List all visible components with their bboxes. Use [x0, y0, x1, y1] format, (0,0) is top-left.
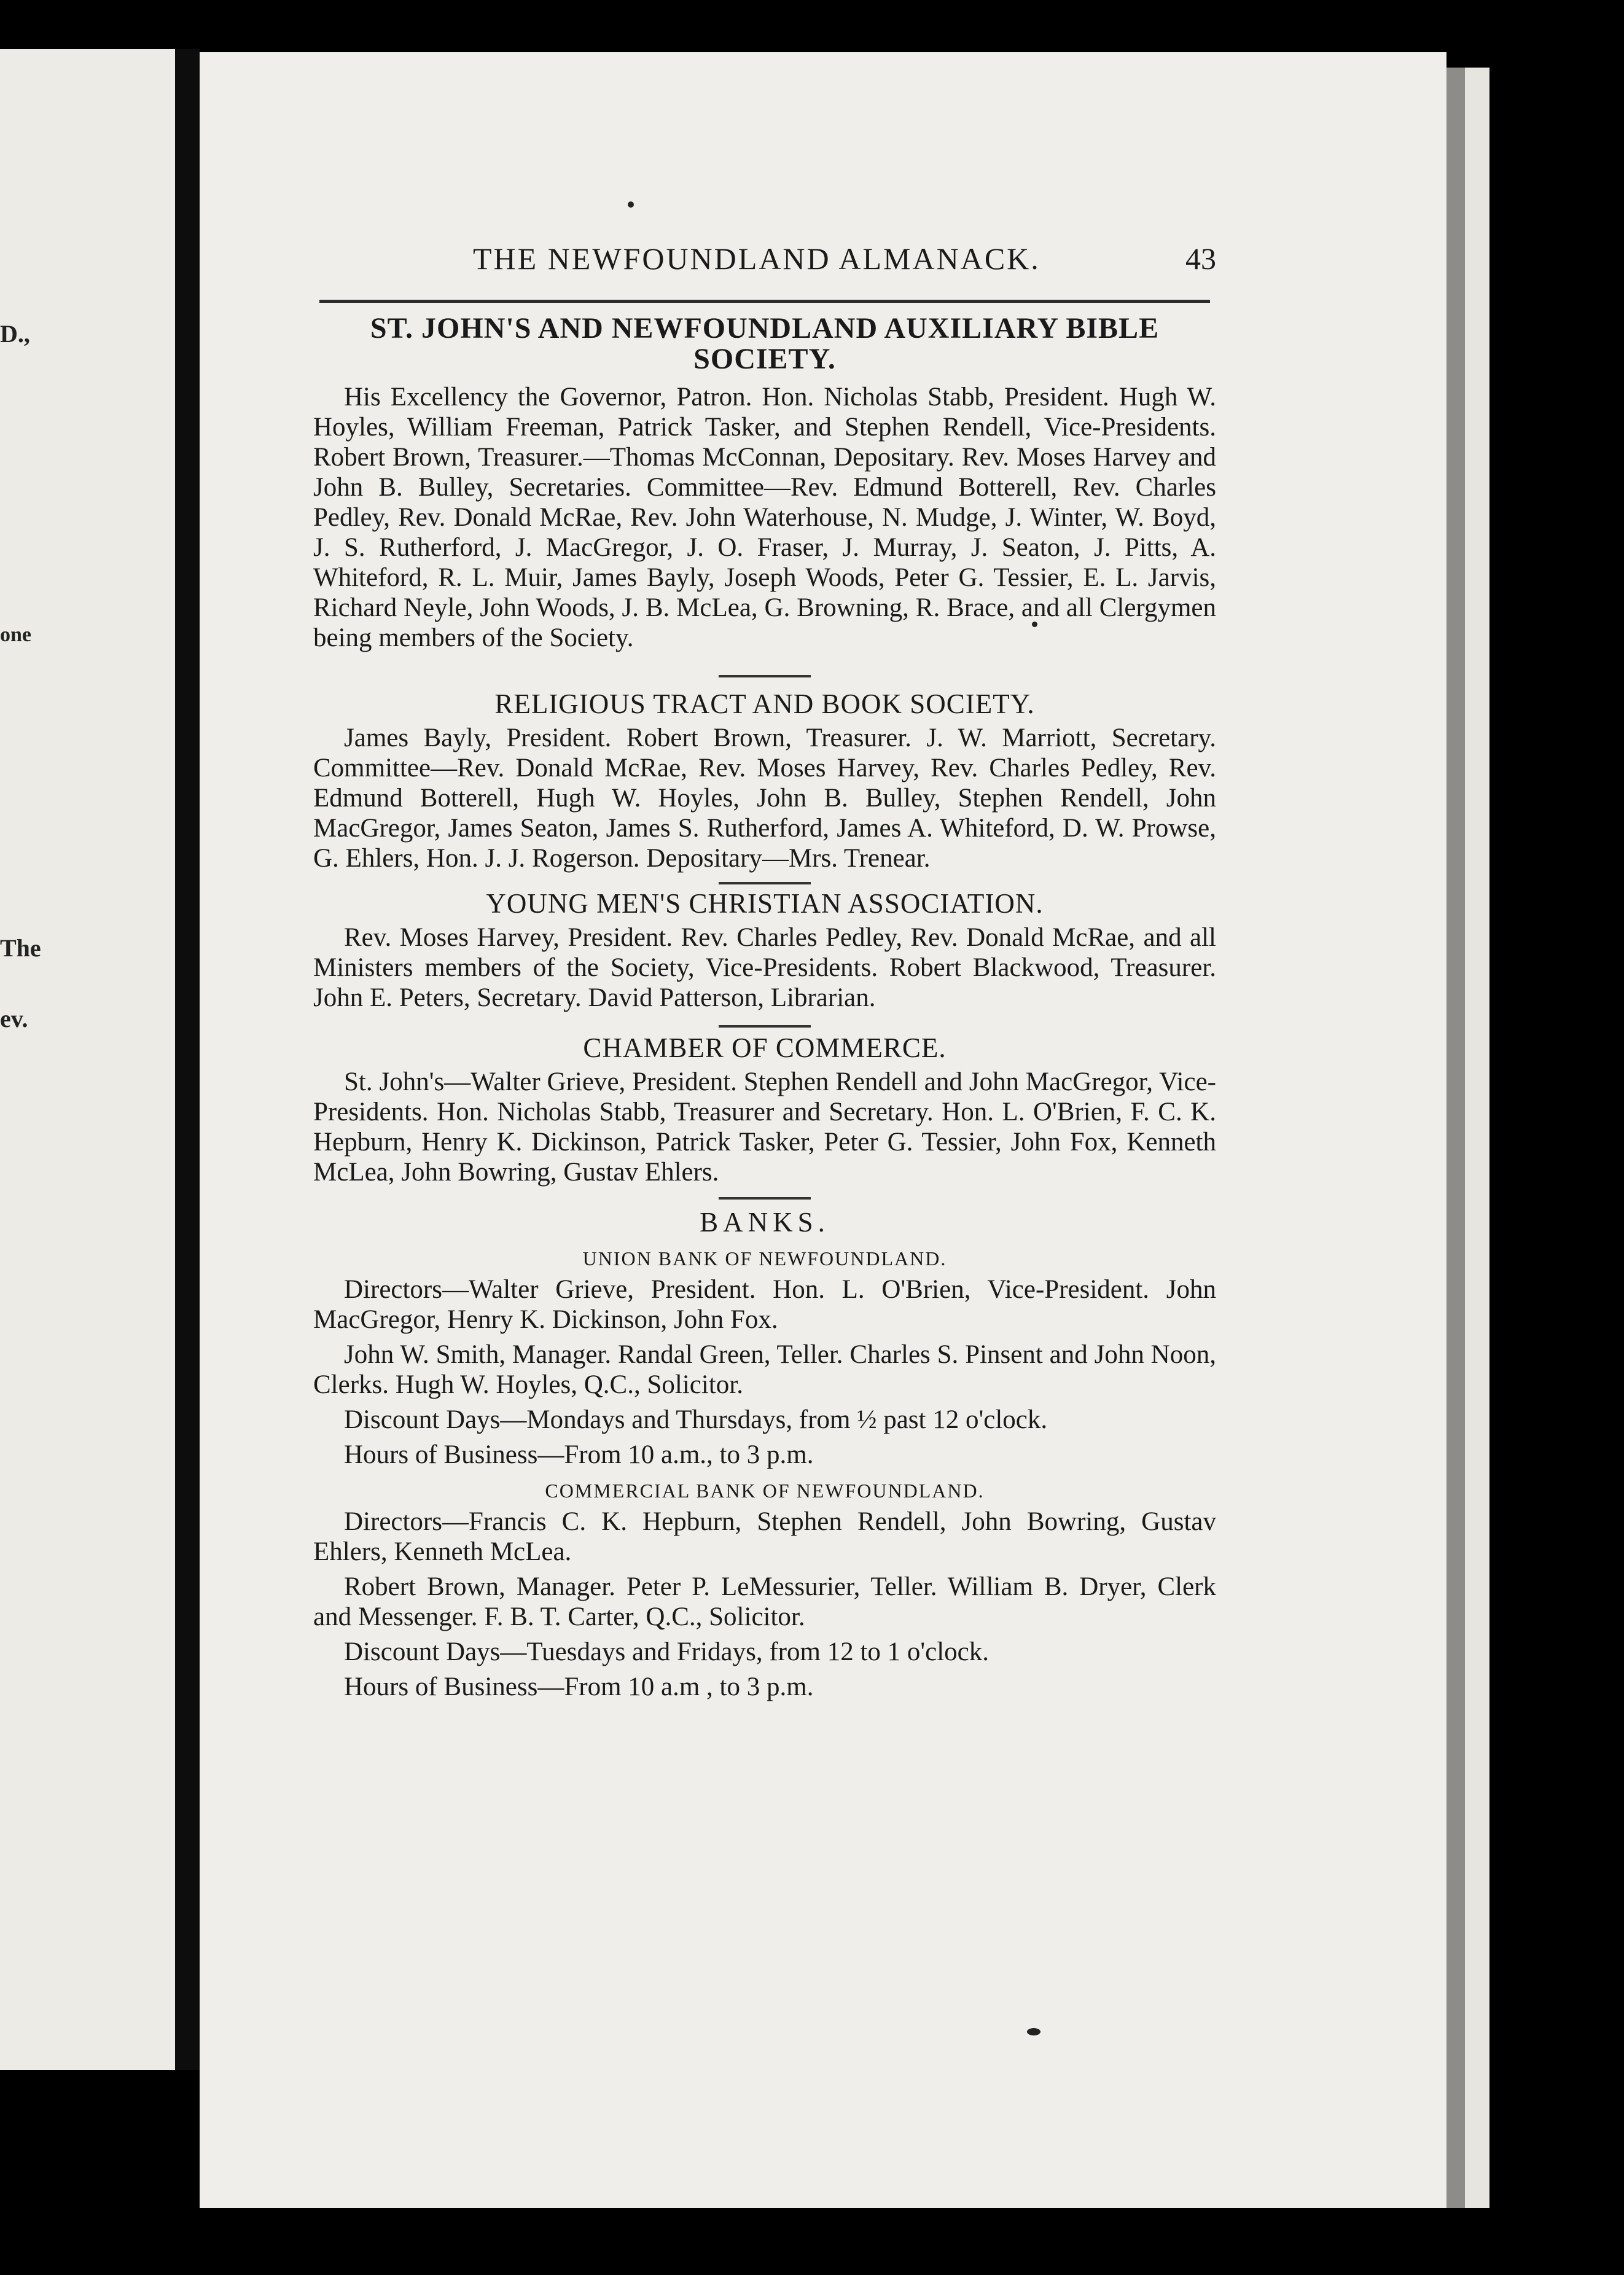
- bible-society-section: [313, 313, 1216, 653]
- bank-hours: Hours of Business—From 10 a.m , to 3 p.m.: [344, 1672, 814, 1701]
- bank-heading: COMMERCIAL BANK OF NEWFOUNDLAND.: [545, 1480, 985, 1502]
- tract-society-section: [313, 687, 1216, 873]
- bank-heading: UNION BANK OF NEWFOUNDLAND.: [582, 1247, 947, 1270]
- section-divider: [719, 1197, 811, 1200]
- chamber-of-commerce-section: [313, 1031, 1216, 1187]
- binding-gutter: [175, 49, 200, 2070]
- section-text: His Excellency the Governor, Patron. Hon. Nicholas Stabb, President. Hugh W. Hoyles, William Freeman, Patrick Tasker, and Stephen Rendell, Vice-Presidents. Robert Brown, Treasurer.—Thomas McConnan, Depositary. Rev. Moses Harvey and John B. Bulley, Secretaries. Committee—Rev. Edmund Botterell, Rev. Charles Pedley, Rev. Donald McRae, Rev. John Waterhouse, N. Mudge, J. Winter, W. Boyd, J. S. Rutherford, J. MacGregor, J. O. Fraser, J. Murray, J. Seaton, J. Pitts, A. Whiteford, R. L. Muir, James Bayly, Joseph Woods, Peter G. Tessier, E. L. Jarvis, Richard Neyle, John Woods, J. B. McLea, G. Browning, R. Brace, and all Clergymen being members of the Society.: [313, 383, 1216, 652]
- page-number: 43: [1185, 241, 1216, 276]
- section-heading: ST. JOHN'S AND NEWFOUNDLAND AUXILIARY BIBLE SOCIETY.: [370, 312, 1160, 375]
- bank-staff: Robert Brown, Manager. Peter P. LeMessurier, Teller. William B. Dryer, Clerk and Messenger. F. B. T. Carter, Q.C., Solicitor.: [313, 1572, 1216, 1631]
- section-text: Rev. Moses Harvey, President. Rev. Charles Pedley, Rev. Donald McRae, and all Ministers members of the Society, Vice-Presidents. Robert Blackwood, Treasurer. John E. Peters, Secretary. David Patterson, Librarian.: [313, 923, 1216, 1012]
- section-heading: CHAMBER OF COMMERCE.: [583, 1032, 947, 1063]
- bank-directors: Directors—Francis C. K. Hepburn, Stephen Rendell, John Bowring, Gustav Ehlers, Kenneth McLea.: [313, 1507, 1216, 1566]
- page-edge-shadow: [1446, 68, 1465, 2208]
- section-divider: [719, 882, 811, 884]
- bank-hours: Hours of Business—From 10 a.m., to 3 p.m.: [344, 1440, 814, 1469]
- facing-page-fragment: ev.: [0, 1005, 28, 1032]
- facing-page-fragment: The: [0, 934, 41, 962]
- running-head: [276, 241, 1222, 278]
- section-text: James Bayly, President. Robert Brown, Treasurer. J. W. Marriott, Secretary. Committee—Rev. Donald McRae, Rev. Moses Harvey, Rev. Charles Pedley, Rev. Edmund Botterell, Hugh W. Hoyles, John B. Bulley, Stephen Rendell, John MacGregor, James Seaton, James S. Rutherford, James A. Whiteford, D. W. Prowse, G. Ehlers, Hon. J. J. Rogerson. Depositary—Mrs. Trenear.: [313, 724, 1216, 873]
- section-divider: [719, 1025, 811, 1028]
- bank-discount-days: Discount Days—Tuesdays and Fridays, from 12 to 1 o'clock.: [344, 1637, 990, 1666]
- banks-section: [313, 1206, 1216, 1702]
- bank-staff: John W. Smith, Manager. Randal Green, Teller. Charles S. Pinsent and John Noon, Clerks. Hugh W. Hoyles, Q.C., Solicitor.: [313, 1340, 1216, 1399]
- bank-discount-days: Discount Days—Mondays and Thursdays, from ½ past 12 o'clock.: [344, 1405, 1048, 1434]
- page-edge: [1465, 68, 1489, 2208]
- ink-speck: [1027, 2028, 1040, 2035]
- bank-directors: Directors—Walter Grieve, President. Hon. L. O'Brien, Vice-President. John MacGregor, Henry K. Dickinson, John Fox.: [313, 1275, 1216, 1334]
- union-bank: [313, 1245, 1216, 1470]
- section-text: St. John's—Walter Grieve, President. Stephen Rendell and John MacGregor, Vice-Presidents. Hon. Nicholas Stabb, Treasurer and Secretary. Hon. L. O'Brien, F. C. K. Hepburn, Henry K. Dickinson, Patrick Tasker, Peter G. Tessier, John Fox, Kenneth McLea, John Bowring, Gustav Ehlers.: [313, 1067, 1216, 1187]
- ymca-section: [313, 887, 1216, 1013]
- header-rule: [319, 300, 1210, 303]
- section-divider: [719, 675, 811, 677]
- ink-speck: [628, 201, 634, 208]
- page-content: [313, 313, 1216, 1702]
- section-heading: YOUNG MEN'S CHRISTIAN ASSOCIATION.: [486, 888, 1044, 919]
- commercial-bank: [313, 1477, 1216, 1702]
- section-heading: RELIGIOUS TRACT AND BOOK SOCIETY.: [494, 689, 1035, 719]
- section-heading: BANKS.: [700, 1207, 830, 1238]
- facing-page: [0, 49, 175, 2070]
- facing-page-fragment: one: [0, 623, 31, 646]
- facing-page-fragment: D.,: [0, 320, 30, 348]
- running-head-title: THE NEWFOUNDLAND ALMANACK.: [473, 241, 1040, 276]
